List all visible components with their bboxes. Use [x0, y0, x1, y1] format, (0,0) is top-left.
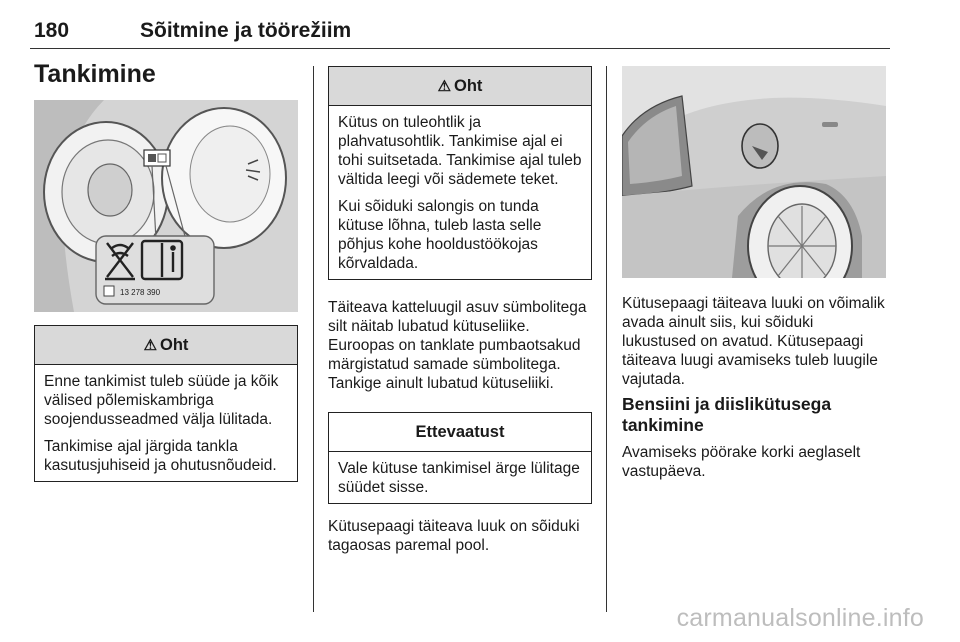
- warning-body: [329, 106, 591, 279]
- fuel-label-paragraph: Täiteava katteluugil asuv sümbolitega silt näitab lubatud kütuseliike. Euroopas on tanklate pumbaotsakud märgistatud samade sümbolitega. Tankige ainult lubatud kütuseliiki.: [328, 299, 587, 392]
- filler-label-code: 13 278 390: [120, 288, 161, 297]
- warning-body: [35, 365, 297, 481]
- section-title: Tankimine: [34, 60, 156, 88]
- warning-title: Oht: [160, 336, 189, 354]
- warning-paragraph: Kui sõiduki salongis on tunda kütuse lõhna, tuleb lasta selle põhjus kohe hooldustöökojas kõrvaldada.: [338, 198, 542, 272]
- caution-title: Ettevaatust: [329, 413, 591, 452]
- watermark: carmanualsonline.info: [676, 604, 924, 632]
- fuel-filler-illustration: [34, 100, 298, 312]
- warning-paragraph: Tankimise ajal järgida tankla kasutusjuhiseid ja ohutusnõudeid.: [44, 438, 277, 474]
- warning-title: Oht: [454, 77, 483, 95]
- chapter-title: Sõitmine ja töörežiim: [140, 19, 352, 42]
- column-divider: [313, 66, 314, 612]
- warning-icon: ⚠: [143, 337, 158, 354]
- warning-box-left: [34, 325, 298, 482]
- column-divider: [606, 66, 607, 612]
- warning-header: [35, 326, 297, 365]
- petrol-diesel-subheading: Bensiini ja diislikütusega tankimine: [622, 394, 832, 435]
- page-number: 180: [34, 19, 70, 42]
- cap-opening-paragraph: Avamiseks pöörake korki aeglaselt vastupäeva.: [622, 444, 861, 480]
- warning-paragraph: Kütus on tuleohtlik ja plahvatusohtlik. Tankimise ajal ei tohi suitsetada. Tankimise ajal tuleb vältida leegi või sädemete teket.: [338, 114, 582, 188]
- page-header: [30, 8, 890, 49]
- warning-header: [329, 67, 591, 106]
- filler-location-paragraph: Kütusepaagi täiteava luuk on sõiduki tagaosas paremal pool.: [328, 518, 580, 554]
- caution-text: Vale kütuse tankimisel ärge lülitage süüdet sisse.: [338, 460, 580, 496]
- warning-paragraph: Enne tankimist tuleb süüde ja kõik välised põlemiskambriga soojendusseadmed välja lülitada.: [44, 373, 279, 428]
- warning-icon: ⚠: [437, 78, 452, 95]
- warning-box-middle: [328, 66, 592, 280]
- car-rear-illustration: [622, 66, 886, 278]
- flap-opening-paragraph: Kütusepaagi täiteava luuki on võimalik avada ainult siis, kui sõiduki lukustused on avatud. Kütusepaagi täiteava luugi avamiseks tuleb luugile vajutada.: [622, 295, 885, 388]
- caution-box: [328, 412, 592, 504]
